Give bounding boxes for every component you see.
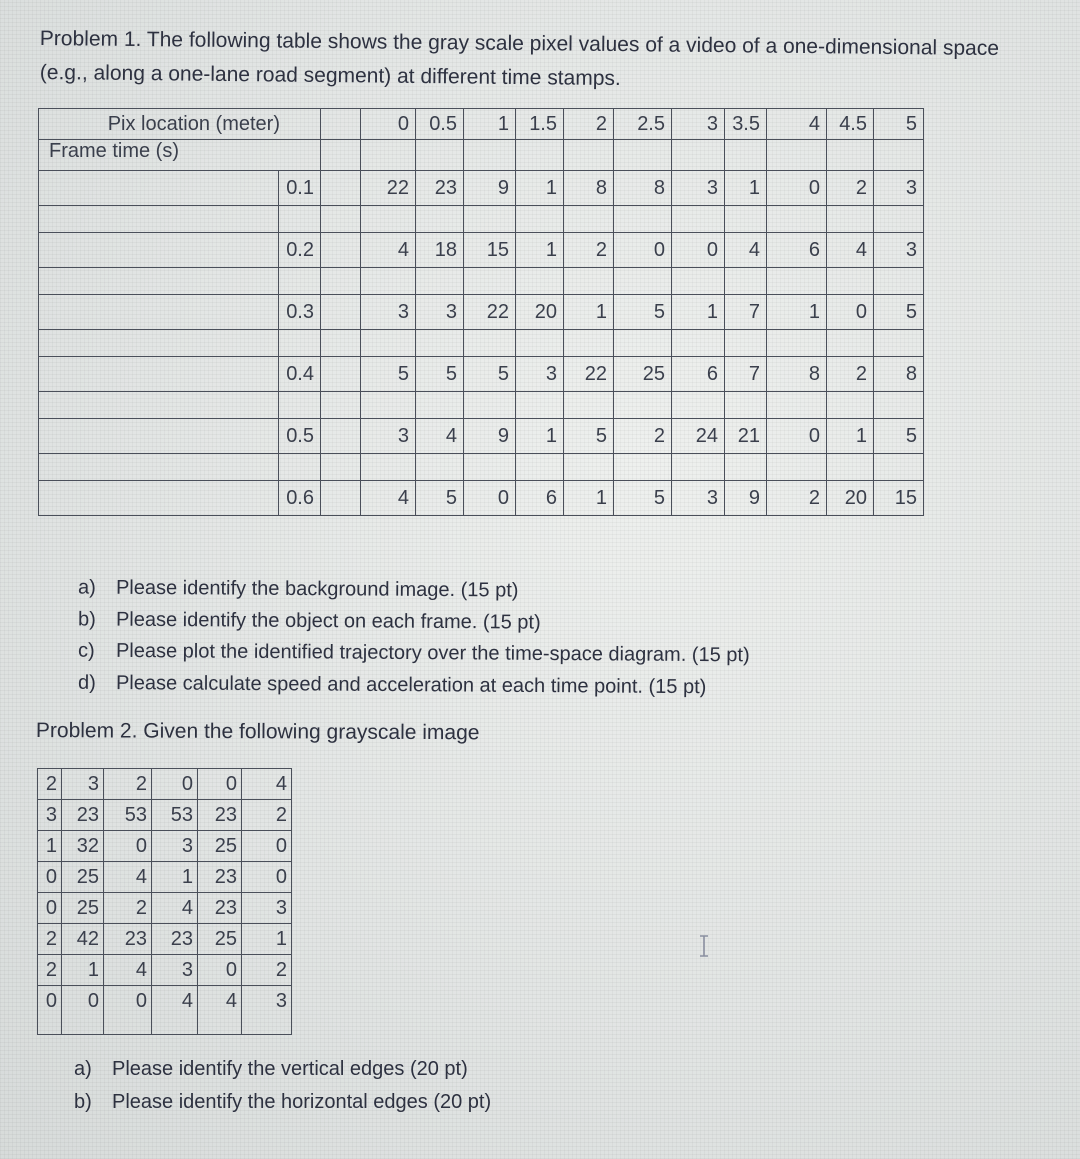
grid-pixel-cell: 2	[38, 955, 62, 986]
location-header-cell: 2	[564, 109, 614, 140]
pixel-value-cell: 8	[614, 171, 672, 206]
question-text: Please identify the vertical edges (20 pt)	[112, 1058, 468, 1080]
blank-cell	[564, 268, 614, 295]
pixel-value-cell: 3	[416, 295, 464, 330]
grid-pixel-cell: 25	[198, 831, 242, 862]
blank-cell	[725, 392, 767, 419]
grid-pixel-cell: 53	[104, 800, 152, 831]
pixel-value-cell: 4	[725, 233, 767, 268]
table-row	[39, 295, 924, 330]
pixel-value-cell: 0	[827, 295, 874, 330]
pixel-value-cell: 1	[516, 419, 564, 454]
blank-cell	[614, 454, 672, 481]
grid-pixel-cell: 23	[198, 893, 242, 924]
pixel-value-cell: 3	[361, 295, 416, 330]
blank-cell	[564, 392, 614, 419]
blank-cell	[464, 268, 516, 295]
blank-cell	[416, 454, 464, 481]
question-letter: b)	[74, 1091, 92, 1113]
question-1b	[78, 608, 541, 634]
pixel-value-cell: 5	[614, 481, 672, 516]
grid-pixel-cell: 25	[62, 893, 104, 924]
table-row	[39, 419, 924, 454]
blank-cell	[516, 330, 564, 357]
grid-pixel-cell: 1	[242, 924, 292, 955]
blank-cell	[361, 268, 416, 295]
blank-cell	[827, 330, 874, 357]
pixel-value-cell: 20	[516, 295, 564, 330]
pixel-value-cell: 9	[725, 481, 767, 516]
blank-cell	[767, 206, 827, 233]
blank-cell	[321, 419, 361, 454]
grid-pixel-cell: 2	[38, 769, 62, 800]
pixel-value-cell: 6	[672, 357, 725, 392]
blank-cell	[516, 454, 564, 481]
blank-cell	[361, 392, 416, 419]
blank-cell	[416, 140, 464, 171]
blank-cell	[279, 206, 321, 233]
blank-cell	[874, 268, 924, 295]
row-spacer-cell	[39, 357, 279, 392]
table-header-row	[39, 109, 924, 140]
blank-cell	[516, 392, 564, 419]
question-text: Please identify the background image. (15 pt)	[115, 576, 519, 602]
blank-cell	[767, 330, 827, 357]
row-gap	[39, 392, 924, 419]
pixel-value-cell: 18	[416, 233, 464, 268]
pixel-value-cell: 22	[464, 295, 516, 330]
blank-cell	[767, 268, 827, 295]
pixel-value-cell: 5	[416, 481, 464, 516]
blank-cell	[464, 330, 516, 357]
blank-cell	[321, 140, 361, 171]
row-gap	[39, 330, 924, 357]
grid-pixel-cell: 53	[152, 800, 198, 831]
blank-cell	[725, 330, 767, 357]
grid-row	[38, 862, 292, 893]
blank-cell	[321, 268, 361, 295]
blank-cell	[279, 454, 321, 481]
problem1-statement-line1: Problem 1. The following table shows the gray scale pixel values of a video of a one-dimensional space	[39, 26, 1000, 61]
grid-pixel-cell: 25	[198, 924, 242, 955]
pixel-value-cell: 0	[614, 233, 672, 268]
blank-cell	[672, 268, 725, 295]
blank-cell	[725, 268, 767, 295]
pixel-value-cell: 2	[564, 233, 614, 268]
pixel-value-cell: 1	[672, 295, 725, 330]
pixel-value-cell: 7	[725, 357, 767, 392]
table-row	[39, 481, 924, 516]
pixel-value-cell: 20	[827, 481, 874, 516]
pixel-value-cell: 5	[416, 357, 464, 392]
question-letter: c)	[77, 639, 95, 662]
question-text: Please calculate speed and acceleration at each time point. (15 pt)	[115, 672, 707, 699]
grid-pixel-cell: 3	[152, 831, 198, 862]
grid-pixel-cell: 0	[152, 769, 198, 800]
pixel-value-cell: 5	[464, 357, 516, 392]
question-1c	[78, 640, 750, 668]
blank-cell	[614, 268, 672, 295]
text-cursor-icon	[697, 935, 711, 957]
blank-cell	[39, 330, 279, 357]
pixel-value-cell: 2	[614, 419, 672, 454]
blank-cell	[39, 454, 279, 481]
grid-pixel-cell: 0	[198, 769, 242, 800]
blank-cell	[39, 206, 279, 233]
grid-pixel-cell: 0	[62, 986, 104, 1035]
blank-cell	[827, 454, 874, 481]
grid-pixel-cell: 1	[152, 862, 198, 893]
pixel-value-cell: 3	[672, 171, 725, 206]
blank-cell	[464, 454, 516, 481]
pixel-value-cell: 9	[464, 171, 516, 206]
grid-row	[38, 924, 292, 955]
row-spacer-cell	[39, 233, 279, 268]
question-letter: b)	[77, 608, 96, 631]
grid-pixel-cell: 2	[38, 924, 62, 955]
grid-pixel-cell: 4	[152, 986, 198, 1035]
grid-pixel-cell: 2	[242, 955, 292, 986]
blank-cell	[321, 481, 361, 516]
pixel-value-cell: 1	[725, 171, 767, 206]
location-header-cell: 1.5	[516, 109, 564, 140]
blank-cell	[516, 268, 564, 295]
question-text: Please plot the identified trajectory over the time-space diagram. (15 pt)	[115, 639, 750, 667]
blank-cell	[874, 454, 924, 481]
frame-time-row	[39, 140, 924, 171]
blank-cell	[827, 206, 874, 233]
row-gap	[39, 454, 924, 481]
location-header-cell: 3	[672, 109, 725, 140]
grid-row	[38, 800, 292, 831]
question-2b	[74, 1091, 491, 1114]
pixel-value-cell: 1	[827, 419, 874, 454]
pixel-value-cell: 5	[564, 419, 614, 454]
blank-cell	[321, 206, 361, 233]
problem2-title: Problem 2. Given the following grayscale image	[35, 719, 480, 745]
pix-location-header: Pix location (meter)	[39, 109, 321, 140]
row-spacer-cell	[39, 171, 279, 206]
blank-cell	[614, 206, 672, 233]
question-letter: a)	[77, 576, 96, 599]
pixel-value-cell: 0	[672, 233, 725, 268]
grid-pixel-cell: 3	[242, 893, 292, 924]
pixel-value-cell: 3	[516, 357, 564, 392]
blank-cell	[516, 206, 564, 233]
grid-pixel-cell: 3	[38, 800, 62, 831]
pixel-value-cell: 1	[516, 233, 564, 268]
grid-row	[38, 893, 292, 924]
location-header-cell: 4	[767, 109, 827, 140]
frame-time-cell: 0.5	[279, 419, 321, 454]
grid-pixel-cell: 2	[104, 893, 152, 924]
pixel-value-cell: 22	[361, 171, 416, 206]
pixel-value-cell: 0	[767, 419, 827, 454]
grid-pixel-cell: 25	[62, 862, 104, 893]
row-spacer-cell	[39, 295, 279, 330]
blank-cell	[361, 140, 416, 171]
pixel-value-cell: 24	[672, 419, 725, 454]
pixel-value-cell: 1	[564, 481, 614, 516]
blank-cell	[564, 330, 614, 357]
blank-cell	[321, 454, 361, 481]
pixel-value-cell: 8	[564, 171, 614, 206]
frame-time-label: Frame time (s)	[39, 140, 321, 171]
blank-cell	[874, 392, 924, 419]
grid-pixel-cell: 4	[104, 862, 152, 893]
blank-cell	[874, 330, 924, 357]
blank-cell	[416, 268, 464, 295]
blank-cell	[672, 454, 725, 481]
grid-pixel-cell: 2	[104, 769, 152, 800]
location-header-cell: 3.5	[725, 109, 767, 140]
blank-cell	[39, 392, 279, 419]
grid-pixel-cell: 4	[152, 893, 198, 924]
grid-pixel-cell: 3	[62, 769, 104, 800]
blank-cell	[416, 206, 464, 233]
pixel-value-cell: 22	[564, 357, 614, 392]
grid-pixel-cell: 42	[62, 924, 104, 955]
blank-cell	[827, 268, 874, 295]
pixel-value-cell: 3	[361, 419, 416, 454]
grid-pixel-cell: 0	[104, 986, 152, 1035]
table-row	[39, 357, 924, 392]
grid-row	[38, 769, 292, 800]
pixel-value-cell: 1	[516, 171, 564, 206]
blank-cell	[614, 140, 672, 171]
pixel-value-cell: 2	[827, 357, 874, 392]
blank-cell	[672, 206, 725, 233]
blank-cell	[279, 330, 321, 357]
pixel-value-cell: 5	[361, 357, 416, 392]
frame-time-cell: 0.6	[279, 481, 321, 516]
blank-cell	[416, 330, 464, 357]
pixel-value-cell: 21	[725, 419, 767, 454]
blank-cell	[361, 330, 416, 357]
grid-pixel-cell: 23	[152, 924, 198, 955]
pixel-value-cell: 23	[416, 171, 464, 206]
grid-pixel-cell: 3	[152, 955, 198, 986]
grid-pixel-cell: 2	[242, 800, 292, 831]
blank-cell	[279, 268, 321, 295]
grid-pixel-cell: 4	[242, 769, 292, 800]
pixel-value-cell: 3	[874, 171, 924, 206]
blank-cell	[564, 140, 614, 171]
grid-pixel-cell: 0	[242, 862, 292, 893]
row-gap	[39, 206, 924, 233]
question-2a	[74, 1058, 468, 1081]
grid-row	[38, 955, 292, 986]
pixel-value-cell: 1	[564, 295, 614, 330]
frame-time-cell: 0.3	[279, 295, 321, 330]
pixel-value-cell: 5	[614, 295, 672, 330]
pixel-value-cell: 9	[464, 419, 516, 454]
blank-cell	[672, 330, 725, 357]
frame-time-cell: 0.4	[279, 357, 321, 392]
location-header-cell: 0.5	[416, 109, 464, 140]
location-header-cell: 5	[874, 109, 924, 140]
blank-cell	[874, 140, 924, 171]
blank-cell	[725, 206, 767, 233]
grid-pixel-cell: 4	[198, 986, 242, 1035]
blank-cell	[321, 171, 361, 206]
grid-pixel-cell: 1	[38, 831, 62, 862]
blank-cell	[464, 206, 516, 233]
blank-cell	[827, 392, 874, 419]
pixel-value-cell: 4	[827, 233, 874, 268]
frame-time-cell: 0.1	[279, 171, 321, 206]
blank-cell	[874, 206, 924, 233]
pixel-value-table	[38, 108, 924, 516]
blank-cell	[767, 140, 827, 171]
grid-row	[38, 986, 292, 1035]
pixel-value-cell: 0	[464, 481, 516, 516]
pixel-value-cell: 3	[672, 481, 725, 516]
blank-cell	[614, 392, 672, 419]
blank-cell	[416, 392, 464, 419]
pixel-value-cell: 8	[874, 357, 924, 392]
pixel-value-cell: 4	[361, 233, 416, 268]
blank-cell	[672, 140, 725, 171]
grid-pixel-cell: 0	[38, 893, 62, 924]
blank-cell	[39, 268, 279, 295]
grid-pixel-cell: 0	[198, 955, 242, 986]
pixel-value-cell: 5	[874, 295, 924, 330]
pixel-value-cell: 3	[874, 233, 924, 268]
grid-pixel-cell: 23	[62, 800, 104, 831]
location-header-cell: 2.5	[614, 109, 672, 140]
blank-cell	[321, 357, 361, 392]
pixel-value-cell: 4	[361, 481, 416, 516]
blank-cell	[464, 392, 516, 419]
blank-cell	[361, 206, 416, 233]
pixel-value-cell: 25	[614, 357, 672, 392]
grid-pixel-cell: 23	[198, 800, 242, 831]
blank-cell	[321, 233, 361, 268]
blank-cell	[321, 295, 361, 330]
row-spacer-cell	[39, 419, 279, 454]
table-row	[39, 171, 924, 206]
pixel-value-cell: 1	[767, 295, 827, 330]
blank-cell	[279, 392, 321, 419]
blank-cell	[464, 140, 516, 171]
blank-cell	[725, 454, 767, 481]
question-text: Please identify the horizontal edges (20 pt)	[112, 1091, 492, 1113]
grid-pixel-cell: 0	[104, 831, 152, 862]
pixel-value-cell: 8	[767, 357, 827, 392]
question-letter: a)	[74, 1058, 92, 1080]
question-text: Please identify the object on each frame. (15 pt)	[115, 608, 541, 634]
grid-pixel-cell: 0	[38, 986, 62, 1035]
question-letter: d)	[77, 671, 96, 694]
blank-cell	[672, 392, 725, 419]
location-header-cell: 1	[464, 109, 516, 140]
grid-row	[38, 831, 292, 862]
pixel-value-cell: 5	[874, 419, 924, 454]
blank-cell	[321, 392, 361, 419]
pixel-value-cell: 0	[767, 171, 827, 206]
pixel-value-cell: 15	[464, 233, 516, 268]
grid-pixel-cell: 4	[104, 955, 152, 986]
question-1d	[78, 672, 707, 699]
location-header-cell: 4.5	[827, 109, 874, 140]
pixel-value-cell: 4	[416, 419, 464, 454]
grid-pixel-cell: 23	[198, 862, 242, 893]
blank-cell	[767, 392, 827, 419]
pixel-value-cell: 6	[767, 233, 827, 268]
row-gap	[39, 268, 924, 295]
blank-cell	[361, 454, 416, 481]
blank-cell	[614, 330, 672, 357]
blank-cell	[725, 140, 767, 171]
location-header-cell: 0	[361, 109, 416, 140]
grid-pixel-cell: 0	[38, 862, 62, 893]
problem1-statement-line2: (e.g., along a one-lane road segment) at different time stamps.	[39, 60, 621, 91]
pixel-value-cell: 6	[516, 481, 564, 516]
table-row	[39, 233, 924, 268]
grid-pixel-cell: 3	[242, 986, 292, 1035]
blank-header-cell	[321, 109, 361, 140]
pixel-value-cell: 15	[874, 481, 924, 516]
grayscale-image-table	[37, 768, 292, 1035]
question-1a	[78, 576, 519, 602]
blank-cell	[767, 454, 827, 481]
grid-pixel-cell: 0	[242, 831, 292, 862]
blank-cell	[516, 140, 564, 171]
blank-cell	[564, 206, 614, 233]
pixel-value-cell: 2	[767, 481, 827, 516]
pixel-value-cell: 7	[725, 295, 767, 330]
blank-cell	[321, 330, 361, 357]
grid-pixel-cell: 32	[62, 831, 104, 862]
grid-pixel-cell: 23	[104, 924, 152, 955]
row-spacer-cell	[39, 481, 279, 516]
blank-cell	[564, 454, 614, 481]
blank-cell	[827, 140, 874, 171]
pixel-value-cell: 2	[827, 171, 874, 206]
grid-pixel-cell: 1	[62, 955, 104, 986]
problem1-questions	[78, 578, 978, 708]
frame-time-cell: 0.2	[279, 233, 321, 268]
problem2-questions	[74, 1058, 774, 1128]
